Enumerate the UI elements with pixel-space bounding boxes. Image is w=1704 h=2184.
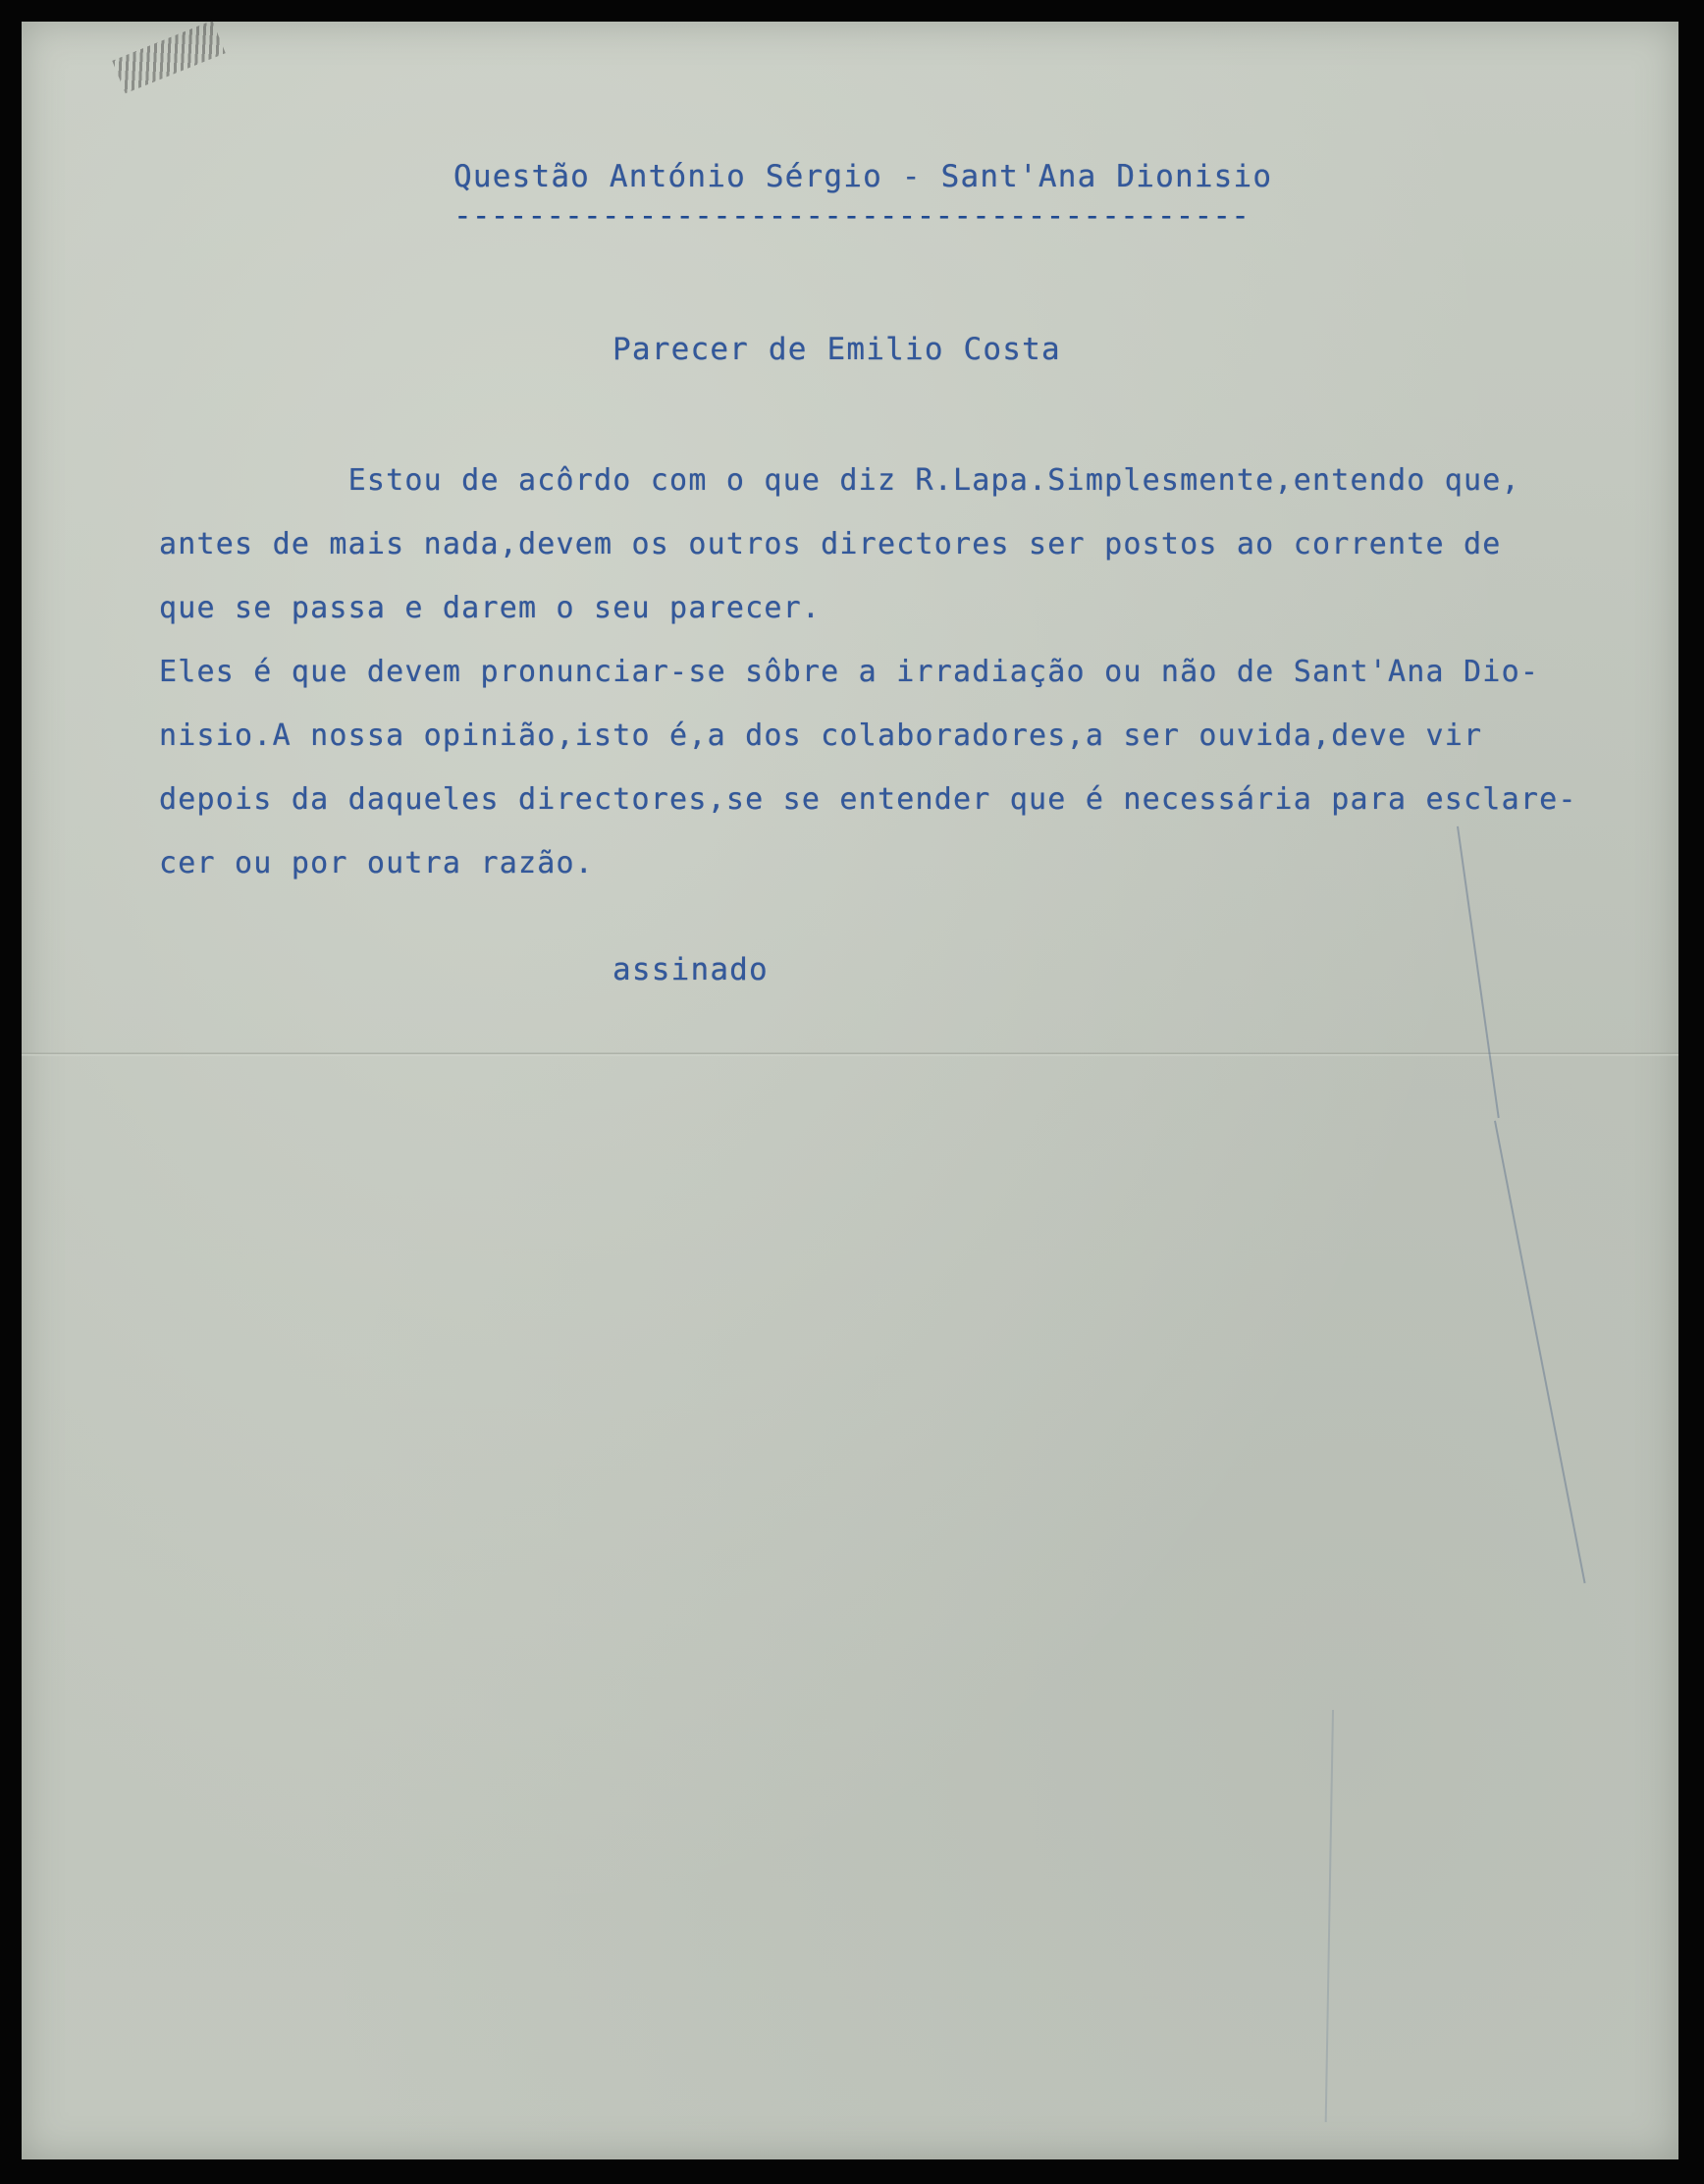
- paper-crease: [1325, 1710, 1334, 2122]
- body-line: depois da daqueles directores,se se entender que é necessária para esclare-: [159, 782, 1577, 817]
- signature-note: assinado: [612, 952, 769, 987]
- document-subtitle: Parecer de Emilio Costa: [612, 332, 1061, 367]
- document-title: Questão António Sérgio - Sant'Ana Dionisio: [453, 159, 1273, 194]
- body-line: antes de mais nada,devem os outros directores ser postos ao corrente de: [159, 527, 1502, 561]
- corner-stamp-mark: [112, 21, 225, 94]
- body-line: nisio.A nossa opinião,isto é,a dos colaboradores,a ser ouvida,deve vir: [159, 719, 1483, 753]
- paper-crease: [1457, 826, 1500, 1118]
- paper-sheet: [22, 22, 1678, 2159]
- body-line: que se passa e darem o seu parecer.: [159, 591, 822, 625]
- title-underline: -------------------------------------------: [453, 198, 1251, 234]
- body-line: Eles é que devem pronunciar-se sôbre a irradiação ou não de Sant'Ana Dio-: [159, 655, 1540, 689]
- paper-crease: [1494, 1121, 1586, 1584]
- body-line: Estou de acôrdo com o que diz R.Lapa.Simplesmente,entendo que,: [159, 463, 1520, 498]
- paper-fold-line: [22, 1052, 1678, 1056]
- body-line: cer ou por outra razão.: [159, 846, 595, 880]
